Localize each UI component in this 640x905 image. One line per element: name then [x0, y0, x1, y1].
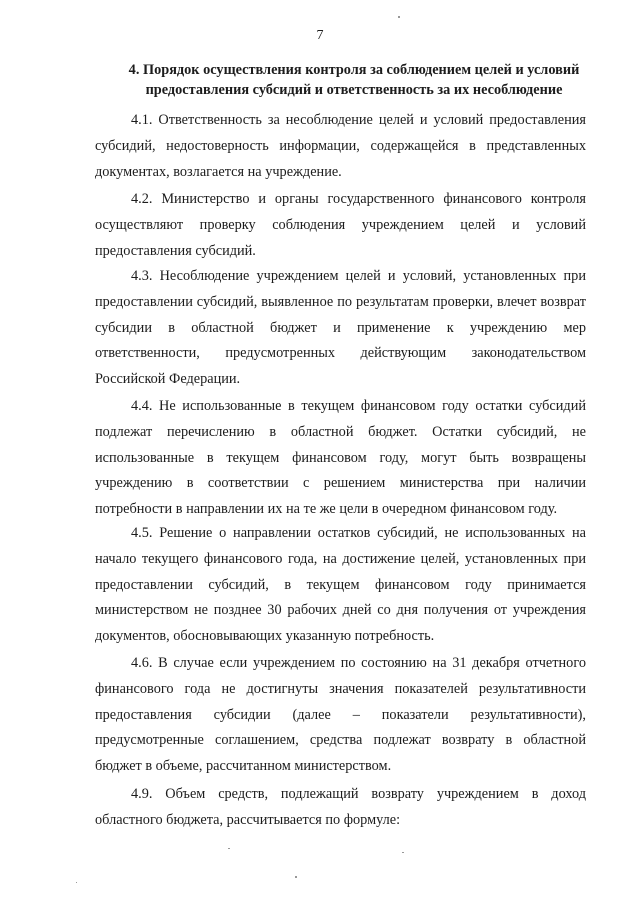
scan-speck: [398, 16, 400, 18]
scan-speck: [295, 876, 297, 878]
paragraph-4-4: 4.4. Не использованные в текущем финансовом году остатки субсидий подлежат перечислению в областной бюджет. Остатки субсидий, не использованные в текущем финансовом году, могут быть возвращены учреждению в соответствии с решением министерства при наличии потребности в направлении их на те же цели в очередном финансовом году.: [95, 398, 586, 518]
scan-speck: [228, 848, 230, 849]
paragraph-4-3: 4.3. Несоблюдение учреждением целей и условий, установленных при предоставлении субсидий, выявленное по результатам проверки, влечет возврат субсидии в областной бюджет и применение к учреждению мер ответственности, предусмотренных действующим законодательством Российской Федерации.: [95, 268, 586, 388]
paragraph-4-1: 4.1. Ответственность за несоблюдение целей и условий предоставления субсидий, недостоверность информации, содержащейся в представленных документах, возлагается на учреждение.: [95, 112, 586, 180]
scan-speck: [402, 852, 404, 853]
scan-speck: [76, 882, 77, 883]
paragraph-4-5: 4.5. Решение о направлении остатков субсидий, не использованных на начало текущего финансового года, на достижение целей, установленных при предоставлении субсидий, в текущем финансовом году принимается министерством не позднее 30 рабочих дней со дня получения от учреждения документов, обосновывающих указанную потребность.: [95, 525, 586, 645]
section-heading: 4. Порядок осуществления контроля за соблюдением целей и условий предоставления субсидий и ответственность за их несоблюдение: [128, 62, 580, 98]
paragraph-4-9: 4.9. Объем средств, подлежащий возврату учреждением в доход областного бюджета, рассчитывается по формуле:: [95, 786, 586, 828]
page-number: 7: [316, 28, 324, 43]
paragraph-4-2: 4.2. Министерство и органы государственного финансового контроля осуществляют проверку соблюдения учреждением целей и условий предоставления субсидий.: [95, 191, 586, 259]
paragraph-4-6: 4.6. В случае если учреждением по состоянию на 31 декабря отчетного финансового года не достигнуты значения показателей результативности предоставления субсидии (далее – показатели результативности), предусмотренные соглашением, средства подлежат возврату в областной бюджет в объеме, рассчитанном министерством.: [95, 655, 586, 775]
